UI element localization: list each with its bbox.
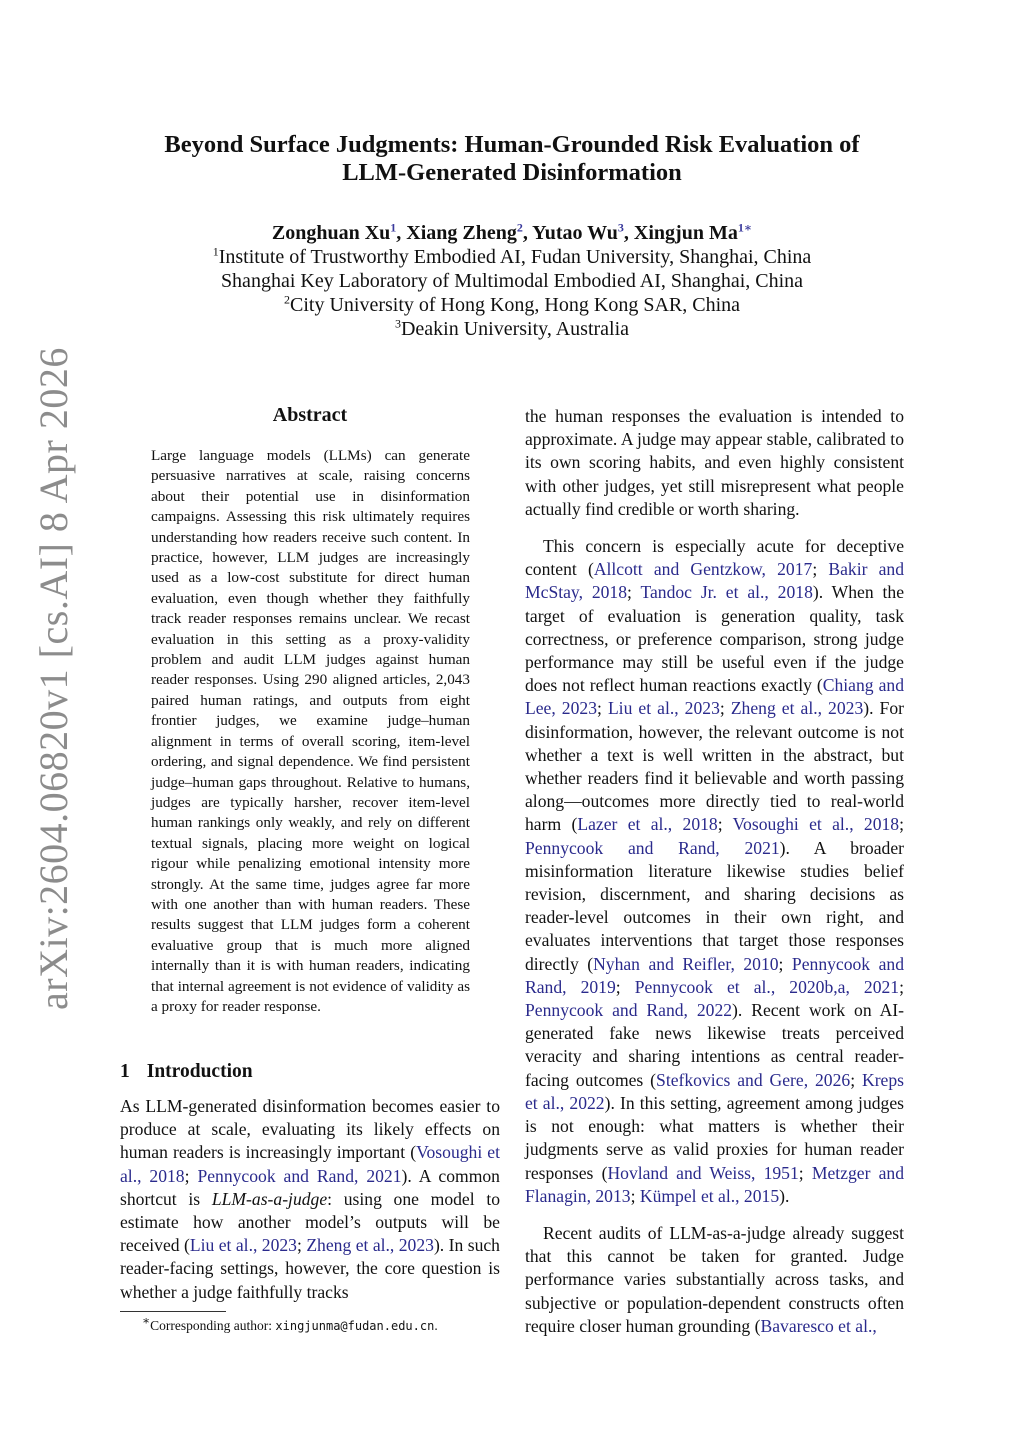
affiliation: $^2$City University of Hong Kong, Hong Kong SAR, China (284, 292, 740, 316)
author-name: Yutao Wu (532, 222, 618, 244)
citation-link[interactable]: Metzger and Flanagin, 2013 (525, 1162, 905, 1206)
abstract-heading: Abstract (272, 404, 348, 426)
affiliation-mark: 1∗ (737, 220, 753, 235)
citation-link[interactable]: Allcott and Gentzkow, 2017 (593, 559, 813, 580)
citation-link[interactable]: Liu et al., 2023 (189, 1235, 297, 1256)
paragraph: This concern is especially acute for deceptive content (Allcott and Gentzkow, 2017; Bakir and McStay, 2018; Tandoc Jr. et al., 2018). When the target of evaluation is generation quality, task correctness, or preference comparison, strong judge performance may still be useful even if the judge does not reflect human reactions exactly (Chiang and Lee, 2023; Liu et al., 2023; Zheng et al., 2023). For disinformation, however, the relevant outcome is not whether a text is well written in the abstract, but whether readers find it believable and worth passing along—outcomes more directly tied to real-world harm (Lazer et al., 2018; Vosoughi et al., 2018; Pennycook and Rand, 2021). A broader misinformation literature likewise studies belief revision, discernment, and sharing decisions as reader-level outcomes in their own right, and evaluates interventions that target those responses directly (Nyhan and Reifler, 2010; Pennycook and Rand, 2019; Pennycook et al., 2020b,a, 2021; Pennycook and Rand, 2022). Recent work on AI-generated fake news likewise treats perceived veracity and sharing intentions as central reader-facing outcomes (Stefkovics and Gere, 2026; Kreps et al., 2022). In this setting, agreement among judges is not enough: what matters is whether their judgments serve as valid proxies for human reader responses (Hovland and Weiss, 1951; Metzger and Flanagin, 2013; Kümpel et al., 2015). (525, 536, 905, 1206)
citation-link[interactable]: Pennycook and Rand, 2021 (197, 1165, 402, 1186)
citation-link[interactable]: Pennycook and Rand, 2019 (525, 953, 904, 997)
author-names: Zonghuan Xu$^1$, Xiang Zheng$^2$, Yutao Wu$^3$, Xingjun $Ma^{1∗}$ (271, 220, 753, 244)
citation-link[interactable]: Tandoc Jr. et al., 2018 (640, 582, 813, 603)
affiliation: $^1$Institute of Trustworthy Embodied AI, Fudan University, Shanghai, China (212, 244, 812, 268)
citation-link[interactable]: Kümpel et al., 2015 (639, 1185, 780, 1206)
citation-link[interactable]: Chiang and Lee, 2023 (525, 675, 905, 719)
citation-link[interactable]: Zheng et al., 2023 (730, 698, 864, 719)
citation-link[interactable]: Pennycook and Rand, 2022 (525, 1000, 733, 1021)
citation-link[interactable]: Stefkovics and Gere, 2026 (656, 1069, 851, 1090)
author-name: Xiang Zheng (406, 222, 517, 244)
intro-right-column (525, 405, 904, 1352)
citation-link[interactable]: Liu et al., 2023 (607, 698, 720, 719)
citation-link[interactable]: Kreps et al., 2022 (525, 1069, 905, 1113)
paragraph: the human responses the evaluation is intended to approximate. A judge may appear stable, calibrated to its own scoring habits, and even highly consistent with other judges, yet still misrepresent what people actually find credible or worth sharing. (525, 406, 904, 519)
title-line-2: LLM-Generated Disinformation (342, 159, 682, 186)
arxiv-identifier: arXiv:2604.06820v1 [cs.AI] 8 Apr 2026 (31, 347, 76, 1010)
affiliation-mark: 2 (516, 220, 523, 235)
author-name: Zonghuan Xu (271, 222, 391, 244)
abstract-text: Large language models (LLMs) can generate persuasive narratives at scale, raising concerns about their potential use in disinformation campaigns. Assessing this risk ultimately requires understanding how readers receive such content. In practice, however, LLM judges are increasingly used as a low-cost substitute for direct human evaluation, even though whether they faithfully track reader responses remains unclear. We recast evaluation in this setting as a proxy-validity problem and audit LLM judges against human reader responses. Using 290 aligned articles, 2,043 paired human ratings, and outputs from eight frontier judges, we examine judge–human alignment in terms of overall scoring, item-level ordering, and signal dependence. We find persistent judge–human gaps throughout. Relative to humans, judges are typically harsher, recover item-level human rankings only weakly, and rely on different textual signals, placing more weight on logical rigour while penalizing emotional intensity more strongly. At the same time, judges agree far more with one another than with human readers. These results suggest that LLM judges form a coherent evaluative group that is much more aligned internally than it is with human readers, indicating that internal agreement is not evidence of validity as a proxy for reader response. (151, 447, 470, 1015)
footnote: ∗Corresponding author: xingjunma@fudan.edu.cn. (142, 1313, 438, 1333)
citation-link[interactable]: Vosoughi et al., 2018 (732, 814, 900, 835)
section-number: 1 (120, 1061, 130, 1082)
section-title: Introduction (146, 1061, 253, 1082)
footnote-divider (120, 1311, 226, 1312)
section-heading (120, 1061, 253, 1083)
citation-link[interactable]: Vosoughi et al., 2018 (120, 1142, 500, 1186)
citation-link[interactable]: Hovland and Weiss, 1951 (607, 1162, 799, 1183)
author-block (120, 221, 904, 341)
paragraph: Recent audits of LLM-as-a-judge already suggest that this cannot be taken for granted. Judge performance varies substantially across tasks, and subjective or population-dependent constructs often require closer human grounding (Bavaresco et al., (525, 1222, 904, 1336)
affiliation: $^3$Deakin University, Australia (394, 316, 630, 340)
affiliation-mark: 3 (617, 220, 624, 235)
affiliation: Shanghai Key Laboratory of Multimodal Embodied AI, Shanghai, China (220, 270, 804, 292)
citation-link[interactable]: Pennycook et al., 2020b,a, 2021 (634, 976, 900, 997)
affiliation-mark: 1 (390, 220, 397, 235)
corresponding-mark: ∗ (743, 220, 753, 235)
emphasis: LLM-as-a-judge (211, 1188, 328, 1209)
citation-link[interactable]: Zheng et al., 2023 (306, 1235, 434, 1256)
citation-link[interactable]: Bavaresco et al., (760, 1315, 877, 1336)
title-line-1: Beyond Surface Judgments: Human-Grounded Risk Evaluation of (164, 131, 860, 158)
citation-link[interactable]: Pennycook and Rand, 2021 (525, 837, 780, 858)
email-address: xingjunma@fudan.edu.cn (275, 1319, 435, 1333)
citation-link[interactable]: Nyhan and Reifler, 2010 (593, 953, 779, 974)
citation-link[interactable]: Bakir and McStay, 2018 (525, 559, 905, 603)
citation-link[interactable]: Lazer et al., 2018 (577, 814, 718, 835)
author-name: Xingjun Ma (633, 222, 738, 244)
intro-left-column (120, 1095, 500, 1304)
paragraph: As LLM-generated disinformation becomes easier to produce at scale, evaluating its likely effects on human readers is increasingly important (Vosoughi et al., 2018; Pennycook and Rand, 2021). A common shortcut is LLM-as-a-judge: using one model to estimate how another model’s outputs will be received (Liu et al., 2023; Zheng et al., 2023). In such reader-facing settings, however, the core question is whether a judge faithfully tracks (120, 1096, 501, 1302)
paper-title (120, 131, 904, 187)
